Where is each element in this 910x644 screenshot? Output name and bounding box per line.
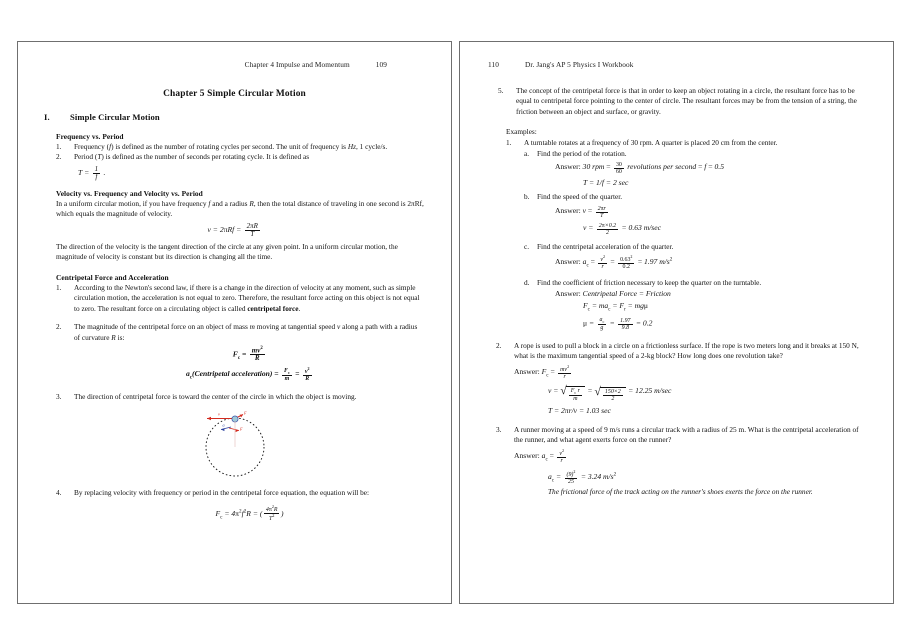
answer-line: Answer: 30 rpm = $\frac{30}{60}$ revolutions per second = f = 0.5 — [555, 162, 724, 176]
text-fragment: , then the total distance of traveling in one second is 2πRf, which equals the magnitude of velocity. — [56, 199, 424, 219]
answer-line: Answer: $a_c$ = $\frac{v^2}{r}$ = $\frac{0.63^2}{0.2}$ = 1.97 $m/s^2$ — [555, 254, 673, 271]
answer-line: T = 1/f = 2 sec — [583, 177, 629, 187]
list-item — [496, 341, 867, 415]
item-text-tail: . — [298, 303, 301, 313]
list-frequency-period — [56, 142, 425, 181]
section-heading — [44, 112, 425, 122]
list-centripetal — [56, 283, 425, 314]
subheading-velocity-frequency: Velocity vs. Frequency and Velocity vs. Period — [56, 189, 203, 199]
list-marker: b. — [524, 192, 530, 202]
running-head-text: Dr. Jang's AP 5 Physics I Workbook — [524, 60, 634, 69]
list-item — [506, 138, 867, 331]
force-label-outer: F — [243, 410, 247, 416]
list-marker: d. — [524, 278, 530, 288]
list-item — [56, 283, 425, 314]
italic-var-R: R — [111, 332, 116, 342]
bold-term-centripetal-force: centripetal force — [247, 303, 299, 313]
page-left — [17, 41, 452, 604]
page-number: 110 — [488, 60, 499, 69]
text-fragment: In a uniform circular motion, if you have frequency — [56, 199, 209, 209]
list-item — [524, 278, 867, 331]
subheading-centripetal: Centripetal Force and Acceleration — [56, 272, 169, 282]
velocity-arrowhead — [207, 417, 211, 420]
answer-prefix: Answer: — [555, 289, 581, 299]
example-3 — [496, 425, 867, 496]
item-text: By replacing velocity with frequency or period in the centripetal force equation, the equation will be: — [74, 487, 370, 497]
formula-period: T = $\frac{1}{f}$ . — [78, 164, 106, 181]
page-right — [459, 41, 894, 604]
paragraph-velocity-direction: The direction of the velocity is the tangent direction of the circle at any given point. In a uniform circular motion, the magnitude of velocity is constant but its direction is changing all the time. — [56, 242, 398, 262]
item-text: The direction of centripetal force is toward the center of the circle in which the object is moving. — [74, 392, 357, 402]
list-marker: 2. — [496, 341, 502, 351]
list-centripetal-3 — [56, 392, 425, 402]
example-1 — [506, 138, 867, 331]
list-item — [524, 149, 867, 186]
italic-var-f: f — [109, 142, 112, 151]
list-item — [56, 152, 425, 181]
subheading-frequency-period: Frequency vs. Period — [56, 132, 124, 141]
italic-var-f: f — [208, 199, 211, 209]
italic-var-v: v — [337, 322, 341, 332]
example-prompt: A rope is used to pull a block in a circle on a frictionless surface. If the rope is two meters long and it breaks at 150 N, what is the maximum tangential speed of a 2-kg block? How long does one revolution take? — [514, 341, 859, 361]
italic-var-m: m — [249, 322, 255, 332]
list-marker: 1. — [506, 137, 512, 147]
item-text-post: ) is defined as the number of seconds per rotating cycle. It is defined as — [101, 152, 310, 162]
list-centripetal-4 — [56, 488, 425, 522]
list-marker: 3. — [496, 424, 502, 434]
list-marker: a. — [524, 149, 530, 159]
circular-motion-diagram — [187, 407, 283, 479]
answer-text: Centripetal Force = Friction — [582, 289, 671, 299]
list-item — [56, 488, 425, 522]
running-head-text: Chapter 4 Impulse and Momentum — [244, 60, 350, 69]
part-question: Find the period of the rotation. — [537, 149, 627, 159]
item-text-pre: Frequency ( — [74, 142, 110, 151]
italic-var-T: T — [97, 152, 102, 162]
text-fragment: is: — [115, 332, 125, 342]
answer-prefix: Answer: — [555, 162, 581, 172]
list-marker: 5. — [498, 86, 504, 95]
example-1-parts — [524, 149, 867, 186]
list-item — [56, 322, 425, 382]
answer-line: $F_c = ma_c = F_r = mg\mu$ — [583, 301, 648, 313]
answer-line: μ = $\frac{a_c}{g}$ = $\frac{1.97}{9.8}$ = 0.2 — [583, 316, 653, 332]
item-text-pre: Period ( — [74, 152, 98, 162]
italic-unit-hz: Hz — [347, 142, 356, 151]
list-item — [56, 142, 425, 152]
list-item — [496, 425, 867, 496]
text-fragment: along a path with a radius of curvature — [74, 322, 418, 342]
list-item — [524, 242, 867, 270]
item-text: According to the Newton's second law, if there is a change in the direction of velocity at any moment, such as simple circulation motion, the acceleration is not equal to zero. Therefore, the resultant force acting on this object is not equal to zero. The resultant force on a circulating object is called — [74, 282, 420, 313]
list-marker: 1. — [56, 282, 62, 292]
answer-prefix: Answer: — [514, 450, 540, 460]
answer-line: Answer: v = $\frac{2\pi r}{T}$ — [555, 205, 606, 219]
running-head-right-page — [486, 60, 867, 72]
velocity-label: v — [217, 411, 220, 417]
answer-prefix: Answer: — [514, 366, 540, 376]
answer-line: $a_c$ = $\frac{(9)^2}{25}$ = 3.24 $m/s^2$ — [548, 468, 617, 485]
item-text-tail: , 1 cycle/s. — [355, 142, 388, 151]
list-item — [56, 392, 425, 402]
list-centripetal-5 — [498, 86, 867, 117]
answer-line: T = 2πr/v = 1.03 sec — [548, 406, 611, 416]
answer-note: The frictional force of the track acting on the runner's shoes exerts the force on the runner. — [548, 486, 813, 496]
chapter-title: Chapter 5 Simple Circular Motion — [163, 89, 306, 99]
example-prompt: A runner moving at a speed of 9 m/s runs a circular track with a radius of 25 m. What is the centripetal acceleration of the runner, and what agent exerts force on the runner? — [514, 424, 859, 445]
list-marker: 4. — [56, 487, 62, 497]
answer-line — [555, 290, 867, 298]
figure-container — [44, 407, 425, 484]
list-centripetal-2 — [56, 322, 425, 382]
formula-velocity: v = 2πRf = $\frac{2\pi R}{T}$ — [207, 221, 258, 238]
part-question: Find the speed of the quarter. — [537, 192, 623, 202]
list-marker: c. — [524, 241, 530, 251]
example-1-parts-b — [524, 192, 867, 236]
list-item — [524, 192, 867, 236]
part-question: Find the coefficient of friction necessary to keep the quarter on the turntable. — [537, 278, 762, 288]
section-title: Simple Circular Motion — [70, 112, 160, 122]
acceleration-label: a — [222, 422, 225, 428]
paragraph-velocity-intro — [56, 199, 425, 220]
answer-prefix: Answer: — [555, 205, 581, 215]
formula-centripetal-force: $F_c$ = $\frac{mv^2}{R}$ — [232, 345, 263, 363]
list-marker: 1. — [56, 142, 62, 151]
example-prompt: A turntable rotates at a frequency of 30 rpm. A quarter is placed 20 cm from the center. — [524, 137, 778, 147]
part-question: Find the centripetal acceleration of the quarter. — [537, 241, 674, 251]
section-number: I. — [44, 112, 50, 122]
example-2 — [496, 341, 867, 415]
list-marker: 2. — [56, 152, 62, 162]
list-marker: 3. — [56, 392, 62, 402]
examples-label: Examples: — [506, 127, 537, 137]
running-head-left-page — [44, 60, 425, 72]
text-fragment: The magnitude of the centripetal force on an object of mass — [74, 322, 250, 332]
italic-var-R: R — [249, 199, 254, 209]
example-1-parts-c — [524, 242, 867, 270]
list-marker: 2. — [56, 322, 62, 332]
formula-centripetal-acceleration: $a_c(Centripetal$ acceleration) = $\frac{F_c}{m}$ = $\frac{v^2}{R}$ — [185, 366, 310, 383]
item-text-post: ) is defined as the number of rotating cycles per second. The unit of frequency is — [111, 142, 348, 151]
text-fragment: moving at tangential speed — [254, 322, 338, 332]
example-1-parts-d — [524, 278, 867, 331]
answer-prefix: Answer: — [555, 257, 581, 267]
force-label-inner: F — [239, 426, 243, 432]
text-fragment: and a radius — [210, 199, 250, 209]
answer-line: v = $\frac{2\pi\times 0.2}{2}$ = 0.63 m/sec — [583, 222, 662, 236]
list-item — [498, 86, 867, 117]
item-text: The concept of the centripetal force is that in order to keep an object rotating in a circle, the resultant force has to be equal to centripetal force pointing to the center of circle. The resultant forces may be from the tension of a string, the friction between an object and surface, or gravity. — [516, 86, 857, 116]
answer-line: Answer: $F_c$ = $\frac{mv^2}{r}$ — [514, 363, 570, 380]
answer-line: v = √ $\frac{F_c r}{m}$ = √ $\frac{150\times 2}{2}$ = 12.25 m/sec — [548, 386, 867, 402]
page-number: 109 — [375, 60, 387, 69]
formula-centripetal-frequency: $F_c = 4\pi^2f^2R$ = ( $\frac{4\pi^2R}{T^2}$ ) — [215, 504, 284, 523]
answer-line: Answer: $a_c$ = $\frac{v^2}{r}$ — [514, 447, 564, 464]
